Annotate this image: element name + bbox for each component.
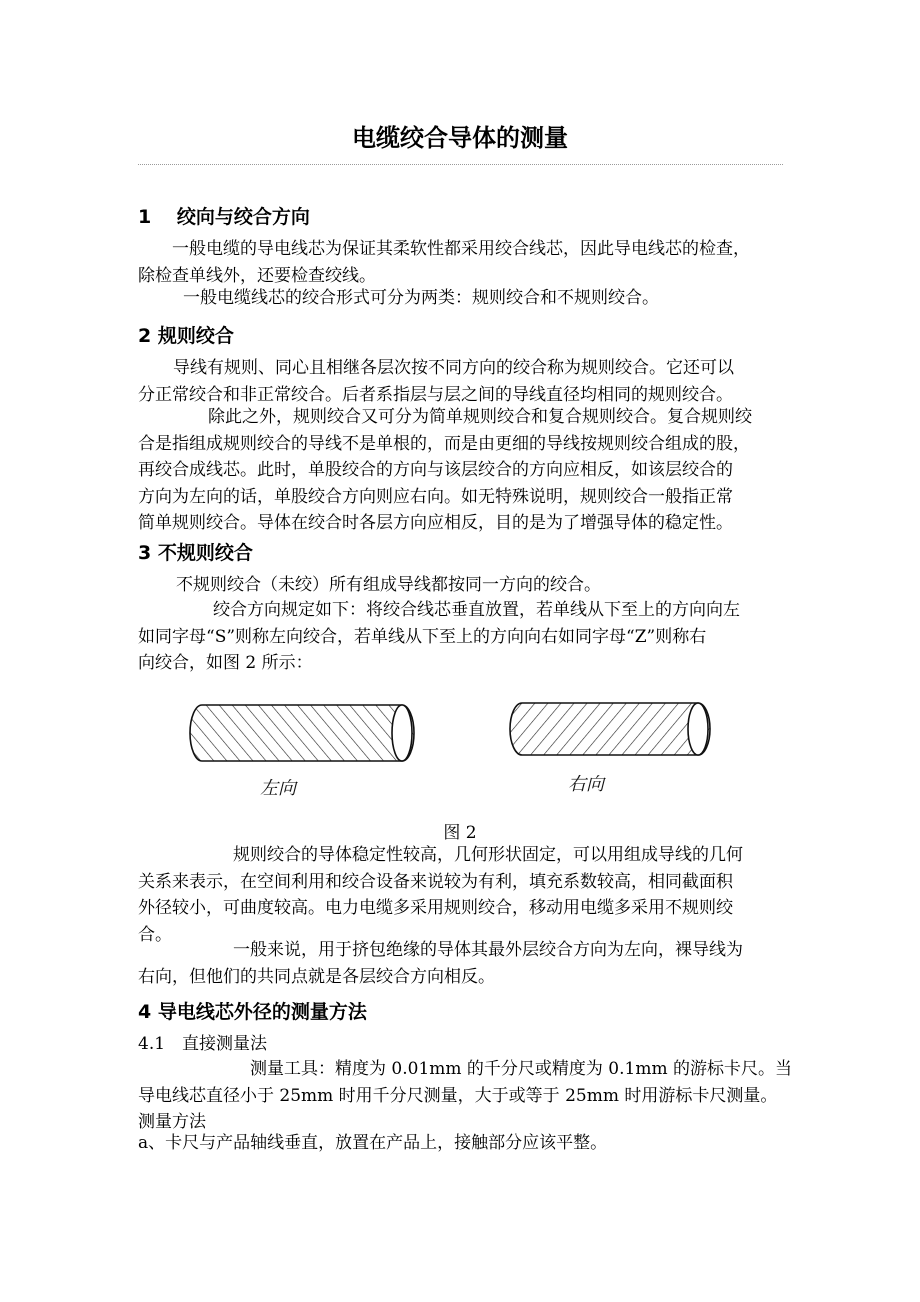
section-3-paragraph-2	[138, 597, 786, 677]
text-line: 除此之外，规则绞合又可分为简单规则绞合和复合规则绞合。复合规则绞	[208, 407, 752, 427]
text-line: 导电线芯直径小于 25mm 时用千分尺测量，大于或等于 25mm 时用游标卡尺测量。	[138, 1085, 778, 1106]
left-lay-conductor	[188, 700, 418, 766]
right-lay-conductor	[508, 698, 714, 760]
text-line: 简单规则绞合。导体在绞合时各层方向应相反，目的是为了增强导体的稳定性。	[138, 513, 733, 533]
text-line: 如同字母“S”则称左向绞合，若单线从下至上的方向向右如同字母“Z”则称右	[138, 626, 707, 647]
section-2-heading: 2 规则绞合	[138, 325, 234, 347]
text-line: 一般电缆线芯的绞合形式可分为两类：规则绞合和不规则绞合。	[183, 288, 659, 308]
section-3-heading: 3 不规则绞合	[138, 542, 253, 564]
text-line: 绞合方向规定如下：将绞合线芯垂直放置，若单线从下至上的方向向左	[213, 600, 740, 620]
text-line: 向绞合，如图 2 所示：	[138, 653, 313, 673]
right-lay-label: 右向	[568, 774, 604, 795]
section-1-paragraph-2	[138, 285, 786, 312]
text-line: 再绞合成线芯。此时，单股绞合的方向与该层绞合的方向应相反，如该层绞合的	[138, 460, 733, 480]
text-line: 合是指组成规则绞合的导线不是单根的，而是由更细的导线按规则绞合组成的股，	[138, 433, 750, 454]
text-line: 不规则绞合（未绞）所有组成导线都按同一方向的绞合。	[176, 575, 601, 595]
section-3-paragraph-1	[138, 572, 786, 599]
text-line: 关系来表示，在空间利用和绞合设备来说较为有利，填充系数较高，相同截面积	[138, 871, 733, 892]
section-4-paragraph-2	[138, 1130, 786, 1157]
section-2-paragraph-2	[138, 404, 786, 537]
text-line: 规则绞合的导体稳定性较高，几何形状固定，可以用组成导线的几何	[233, 845, 743, 865]
text-line: 4.1 直接测量法	[138, 1034, 268, 1054]
section-1-paragraph-1	[138, 236, 786, 289]
left-lay-label: 左向	[260, 778, 296, 799]
section-4-heading: 4 导电线芯外径的测量方法	[138, 1001, 367, 1023]
section-1-heading: 1 绞向与绞合方向	[138, 206, 310, 228]
text-line: 除检查单线外，还要检查绞线。	[138, 265, 376, 286]
text-line: 合。	[138, 924, 172, 945]
section-4-paragraph-1	[138, 1056, 792, 1136]
text-line: 分正常绞合和非正常绞合。后者系指层与层之间的导线直径均相同的规则绞合。	[138, 384, 733, 405]
figure-2-caption: 图 2	[443, 823, 477, 843]
text-line: 方向为左向的话，单股绞合方向则应右向。如无特殊说明，规则绞合一般指正常	[138, 486, 733, 507]
text-line: 测量方法	[138, 1112, 206, 1132]
text-line: 一般电缆的导电线芯为保证其柔软性都采用绞合线芯，因此导电线芯的检查，	[172, 239, 750, 259]
text-line: 一般来说，用于挤包绝缘的导体其最外层绞合方向为左向，裸导线为	[233, 940, 743, 960]
section-2-paragraph-1	[138, 355, 786, 408]
section-4-1-heading	[138, 1031, 786, 1058]
document-title: 电缆绞合导体的测量	[352, 124, 568, 152]
figure-2-strand-directions	[180, 690, 740, 810]
text-line: 导线有规则、同心且相继各层次按不同方向的绞合称为规则绞合。它还可以	[173, 358, 734, 378]
text-line: 测量工具：精度为 0.01mm 的千分尺或精度为 0.1mm 的游标卡尺。当	[250, 1059, 792, 1079]
text-line: a、卡尺与产品轴线垂直，放置在产品上，接触部分应该平整。	[138, 1133, 608, 1153]
text-line: 外径较小，可曲度较高。电力电缆多采用规则绞合，移动用电缆多采用不规则绞	[138, 898, 733, 918]
title-divider	[138, 164, 783, 165]
section-3-paragraph-4	[138, 937, 786, 990]
text-line: 右向，但他们的共同点就是各层绞合方向相反。	[138, 966, 495, 987]
section-3-paragraph-3	[138, 842, 786, 948]
